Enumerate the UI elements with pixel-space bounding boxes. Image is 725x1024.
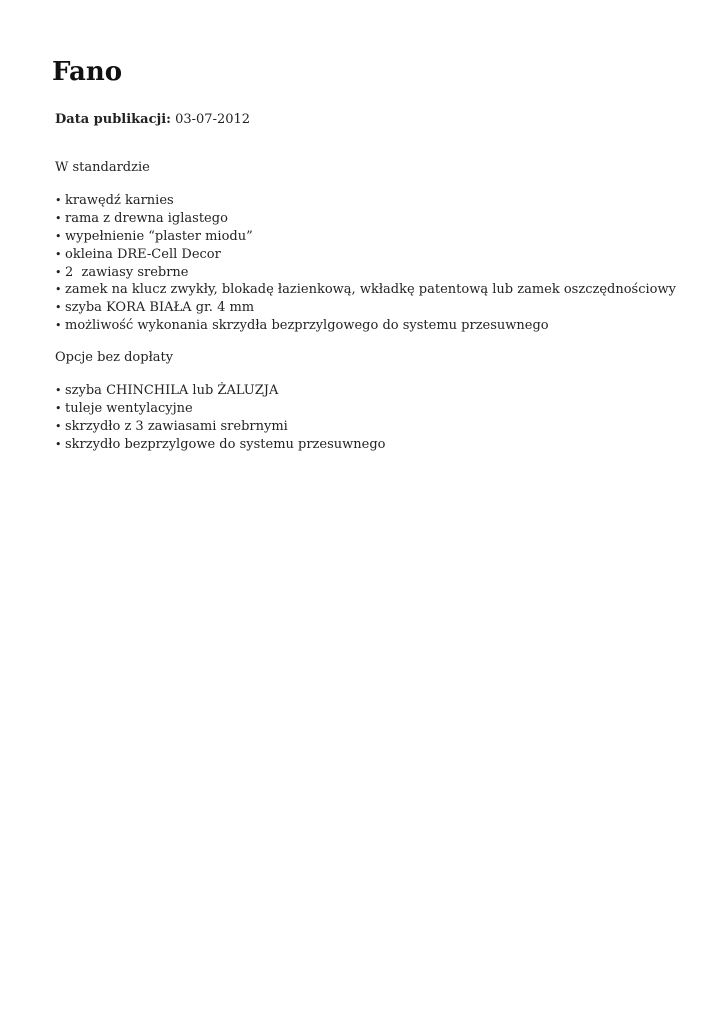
standard-features-list xyxy=(55,192,676,335)
list-item xyxy=(55,418,386,436)
section-options-heading: Opcje bez dopłaty xyxy=(55,350,174,365)
bullet-icon: • xyxy=(55,247,62,261)
page-title: Fano xyxy=(52,57,123,87)
list-item xyxy=(55,317,676,335)
list-item xyxy=(55,246,676,264)
section-standard-heading: W standardzie xyxy=(55,160,150,175)
list-item-text: zamek na klucz zwykły, blokadę łazienkową, wkładkę patentową lub zamek oszczędnościowy xyxy=(65,282,676,298)
list-item-text: rama z drewna iglastego xyxy=(65,210,228,226)
list-item-text: tuleje wentylacyjne xyxy=(65,400,193,416)
publication-label: Data publikacji: xyxy=(55,112,171,127)
list-item-text: szyba CHINCHILA lub ŻALUZJA xyxy=(65,383,279,398)
bullet-icon: • xyxy=(55,283,62,297)
list-item xyxy=(55,210,676,228)
publication-info xyxy=(55,110,250,130)
bullet-icon: • xyxy=(55,437,62,451)
list-item-text: wypełnienie “plaster miodu” xyxy=(65,228,253,244)
list-item xyxy=(55,382,386,400)
list-item-text: 2 zawiasy srebrne xyxy=(65,264,189,280)
list-item xyxy=(55,299,676,317)
bullet-icon: • xyxy=(55,319,62,333)
bullet-icon: • xyxy=(55,211,62,225)
bullet-icon: • xyxy=(55,229,62,243)
list-item-text: możliwość wykonania skrzydła bezprzylgowego do systemu przesuwnego xyxy=(65,318,549,334)
list-item xyxy=(55,400,386,418)
bullet-icon: • xyxy=(55,301,62,315)
list-item xyxy=(55,228,676,246)
list-item-text: skrzydło z 3 zawiasami srebrnymi xyxy=(65,418,288,434)
list-item xyxy=(55,192,676,210)
list-item-text: skrzydło bezprzylgowe do systemu przesuwnego xyxy=(65,436,386,452)
publication-date: 03-07-2012 xyxy=(175,112,251,127)
bullet-icon: • xyxy=(55,265,62,279)
list-item-text: szyba KORA BIAŁA gr. 4 mm xyxy=(65,300,255,316)
list-item-text: krawędź karnies xyxy=(65,193,174,208)
list-item xyxy=(55,281,676,299)
bullet-icon: • xyxy=(55,384,62,397)
bullet-icon: • xyxy=(55,194,62,207)
no-extra-cost-options-list xyxy=(55,382,386,454)
bullet-icon: • xyxy=(55,419,62,433)
bullet-icon: • xyxy=(55,401,62,415)
list-item xyxy=(55,264,676,282)
list-item-text: okleina DRE-Cell Decor xyxy=(65,246,221,262)
list-item xyxy=(55,436,386,454)
